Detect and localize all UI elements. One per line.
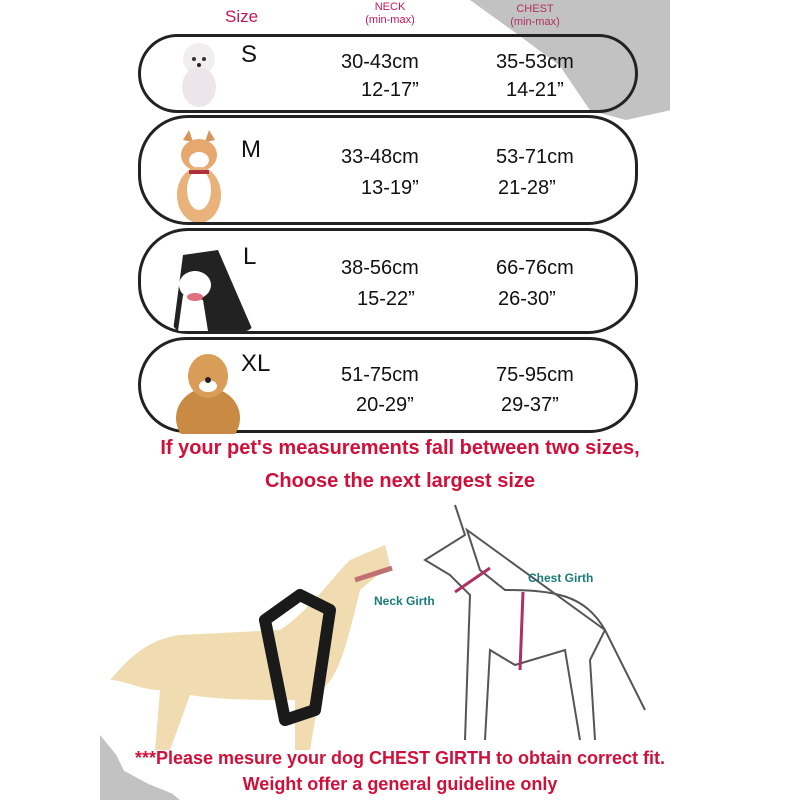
neck-in: 15-22” <box>357 288 415 310</box>
neck-cm: 30-43cm <box>341 51 419 73</box>
border-collie-dog-icon <box>173 245 253 331</box>
size-notice-line2: Choose the next largest size <box>264 470 536 492</box>
chest-cm: 66-76cm <box>496 257 574 279</box>
chest-in: 26-30” <box>498 288 556 310</box>
size-row-l <box>138 228 638 334</box>
size-row-xl <box>138 337 638 433</box>
chest-in: 21-28” <box>498 177 556 199</box>
neck-in: 12-17” <box>361 79 419 101</box>
header-chest-label: CHEST <box>516 3 554 15</box>
size-row-m <box>138 115 638 225</box>
footer-line1: ***Please mesure your dog CHEST GIRTH to obtain correct fit. <box>134 748 666 768</box>
chest-cm: 53-71cm <box>496 146 574 168</box>
size-label: S <box>241 41 258 68</box>
size-label: XL <box>241 350 271 377</box>
neck-girth-label: Neck Girth <box>374 594 435 608</box>
footer-line2: Weight offer a general guideline only <box>242 774 558 794</box>
size-row-s <box>138 34 638 113</box>
neck-cm: 51-75cm <box>341 364 419 386</box>
golden-retriever-dog-icon <box>173 348 243 434</box>
chest-girth-label: Chest Girth <box>528 571 594 585</box>
chest-in: 14-21” <box>506 79 564 101</box>
header-neck-label: NECK <box>374 1 406 13</box>
size-notice-line1: If your pet's measurements fall between two sizes, <box>160 437 640 459</box>
neck-in: 13-19” <box>361 177 419 199</box>
chest-in: 29-37” <box>501 394 559 416</box>
chest-cm: 75-95cm <box>496 364 574 386</box>
header-neck-sub: (min-max) <box>365 13 415 26</box>
neck-cm: 33-48cm <box>341 146 419 168</box>
header-chest <box>495 3 575 28</box>
shiba-dog-icon <box>169 130 229 222</box>
labrador-harness-illustration <box>100 520 410 750</box>
header-neck <box>350 1 430 26</box>
neck-in: 20-29” <box>356 394 414 416</box>
bichon-dog-icon <box>169 41 229 109</box>
size-label: M <box>241 136 261 163</box>
header-chest-sub: (min-max) <box>510 15 560 28</box>
size-label: L <box>243 243 257 270</box>
neck-cm: 38-56cm <box>341 257 419 279</box>
chest-cm: 35-53cm <box>496 51 574 73</box>
measurement-diagram-dog <box>405 500 675 750</box>
header-size: Size <box>225 7 259 26</box>
